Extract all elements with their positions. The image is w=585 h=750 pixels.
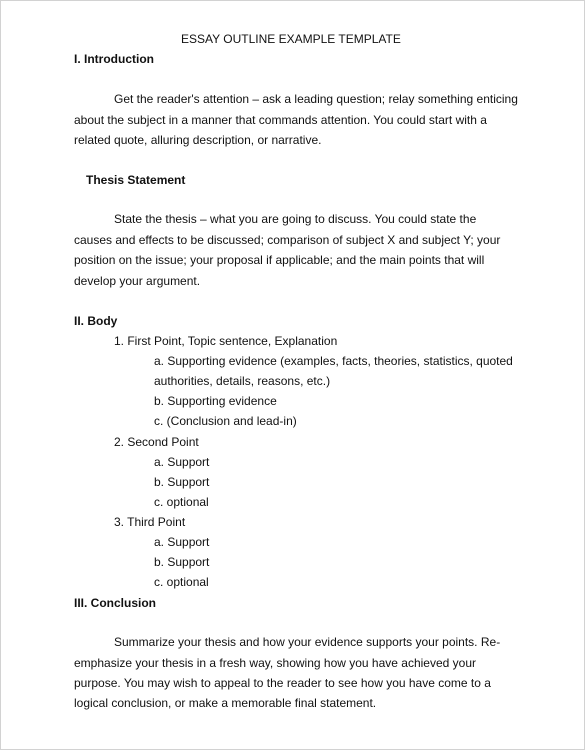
body-point-1-item-a: a. Supporting evidence (examples, facts, theories, statistics, quoted [154,354,513,368]
body-point-1: 1. First Point, Topic sentence, Explanation [114,334,338,348]
body-point-3-item-b: b. Support [154,555,210,569]
conclusion-paragraph-line: Summarize your thesis and how your evidence supports your points. Re- [114,635,501,649]
body-point-1-item-a-continued: authorities, details, reasons, etc.) [154,374,331,388]
document-title: ESSAY OUTLINE EXAMPLE TEMPLATE [181,32,401,46]
body-point-1-item-b: b. Supporting evidence [154,394,277,408]
intro-paragraph-line: Get the reader's attention – ask a leading question; relay something enticing [114,92,518,106]
thesis-heading: Thesis Statement [86,173,186,187]
section-heading-body: II. Body [74,314,118,328]
intro-paragraph-line: about the subject in a manner that commands attention. You could start with a [74,113,487,127]
intro-paragraph-line: related quote, alluring description, or narrative. [74,133,322,147]
body-point-3-item-a: a. Support [154,535,210,549]
thesis-paragraph-line: position on the issue; your proposal if applicable; and the main points that will [74,253,485,267]
conclusion-paragraph-line: purpose. You may wish to appeal to the reader to see how you have come to a [74,676,491,690]
conclusion-paragraph-line: emphasize your thesis in a fresh way, showing how you have achieved your [74,656,476,670]
body-point-2-item-b: b. Support [154,475,210,489]
section-heading-conclusion: III. Conclusion [74,596,157,610]
thesis-paragraph-line: develop your argument. [74,274,201,288]
body-point-2-item-c: c. optional [154,495,209,509]
body-point-2: 2. Second Point [114,435,199,449]
thesis-paragraph-line: State the thesis – what you are going to discuss. You could state the [114,212,477,226]
conclusion-paragraph-line: logical conclusion, or make a memorable final statement. [74,696,377,710]
body-point-3: 3. Third Point [114,515,186,529]
section-heading-introduction: I. Introduction [74,52,154,66]
body-point-1-item-c: c. (Conclusion and lead-in) [154,414,297,428]
body-point-3-item-c: c. optional [154,575,209,589]
body-point-2-item-a: a. Support [154,455,210,469]
thesis-paragraph-line: causes and effects to be discussed; comparison of subject X and subject Y; your [74,233,501,247]
